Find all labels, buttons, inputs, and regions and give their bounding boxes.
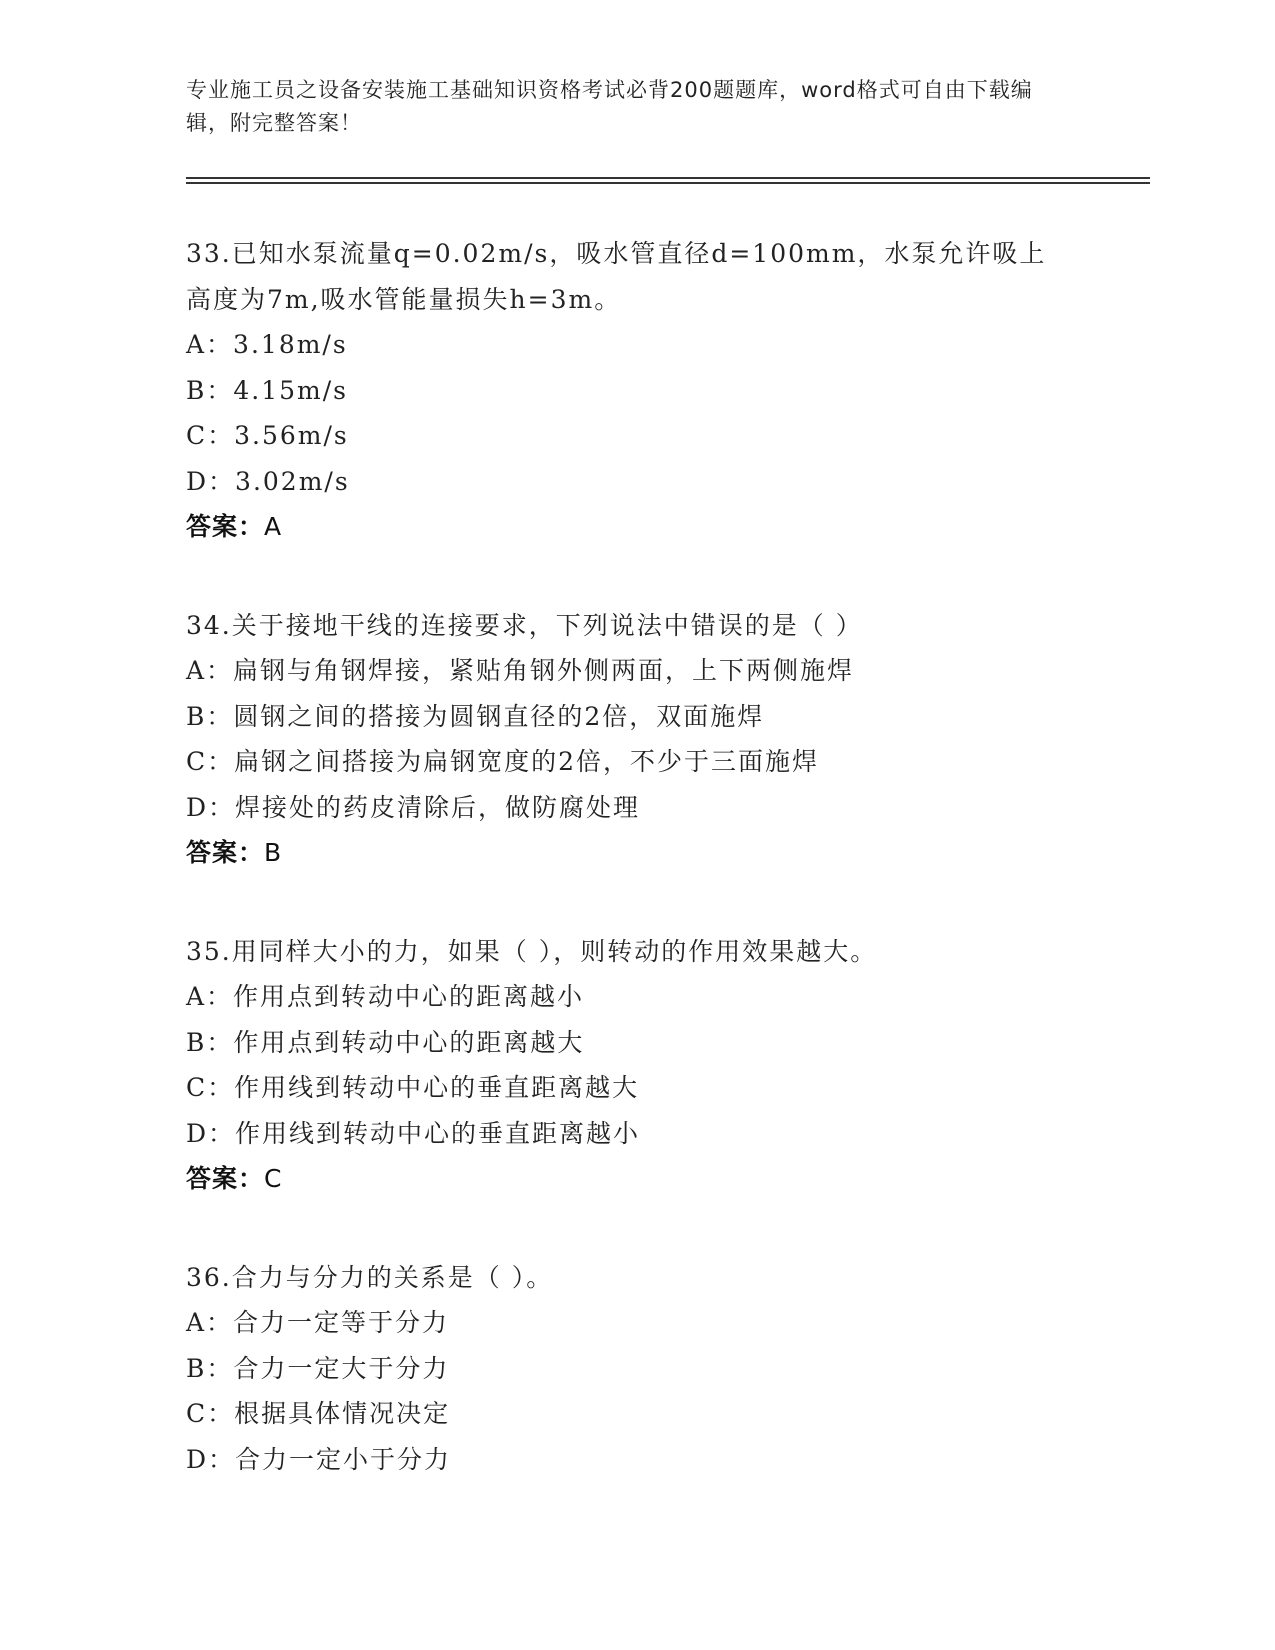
question-list (186, 231, 1086, 1535)
option-b: B：合力一定大于分力 (186, 1353, 450, 1383)
option-a: A：3.18m/s (186, 330, 348, 359)
header-rule-top (186, 177, 1150, 179)
option-d: D：合力一定小于分力 (186, 1444, 452, 1474)
answer-label: 答案： (186, 838, 265, 867)
document-header: 专业施工员之设备安装施工基础知识资格考试必背200题题库，word格式可自由下载编辑，附完整答案！ (186, 78, 1033, 135)
question-33 (186, 231, 1086, 550)
answer-line (186, 830, 1086, 876)
option-d: D：作用线到转动中心的垂直距离越小 (186, 1118, 641, 1148)
option-d: D：焊接处的药皮清除后，做防腐处理 (186, 792, 641, 822)
option-d: D：3.02m/s (186, 466, 350, 496)
option-c: C：扁钢之间搭接为扁钢宽度的2倍，不少于三面施焊 (186, 747, 820, 776)
question-35 (186, 929, 1086, 1202)
answer-line (186, 504, 1086, 550)
answer-label: 答案： (186, 1164, 265, 1193)
header-rule-bottom (186, 182, 1150, 184)
question-stem: 33.已知水泵流量q=0.02m/s，吸水管直径d=100mm，水泵允许吸上高度为7m,吸水管能量损失h=3m。 (186, 239, 1047, 314)
question-stem: 36.合力与分力的关系是（ ）。 (186, 1262, 554, 1292)
option-a: A：作用点到转动中心的距离越小 (186, 982, 585, 1011)
option-c: C：作用线到转动中心的垂直距离越大 (186, 1073, 640, 1102)
option-b: B：作用点到转动中心的距离越大 (186, 1027, 585, 1057)
option-b: B：4.15m/s (186, 375, 348, 405)
question-stem: 34.关于接地干线的连接要求，下列说法中错误的是（ ） (186, 610, 863, 640)
option-c: C：3.56m/s (186, 421, 349, 450)
question-36 (186, 1255, 1086, 1483)
question-34 (186, 603, 1086, 876)
answer-label: 答案： (186, 512, 265, 541)
option-a: A：扁钢与角钢焊接，紧贴角钢外侧两面，上下两侧施焊 (186, 656, 855, 685)
question-stem: 35.用同样大小的力，如果（ ），则转动的作用效果越大。 (186, 936, 878, 966)
answer-line (186, 1156, 1086, 1202)
answer-value: B (264, 838, 283, 867)
option-b: B：圆钢之间的搭接为圆钢直径的2倍，双面施焊 (186, 701, 765, 731)
option-a: A：合力一定等于分力 (186, 1308, 450, 1337)
answer-value: A (264, 512, 283, 541)
answer-value: C (264, 1164, 283, 1193)
option-c: C：根据具体情况决定 (186, 1399, 451, 1428)
